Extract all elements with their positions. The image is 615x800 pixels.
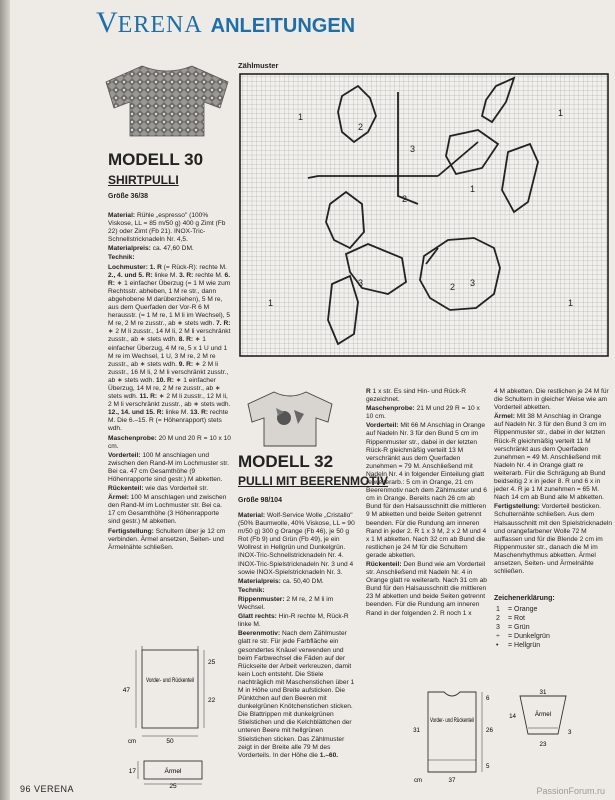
modell30-sleeve-width: 25 [169, 783, 177, 790]
chart-region-number: 1 [470, 184, 476, 194]
modell30-body-upper: 25 [208, 659, 216, 666]
modell32-subtitle: PULLI MIT BEERENMOTIV [238, 474, 388, 488]
legend-symbol: 3 [496, 624, 500, 631]
legend-symbol: • [496, 642, 499, 649]
modell32-body-width: 37 [448, 777, 456, 784]
modell32-col1-paragraph: Glatt rechts: Hin-R rechte M, Rück-R linke M. [238, 613, 349, 629]
modell32-col1-paragraph: Material: Wolf-Service Wolle „Cristallo" (50% Baumwolle, 40% Viskose, LL = 90 m/50 g) 300 g Orange (Fb 46), je 50 g Rot (Fb 9) und Grün (Fb 49), je ein Wollrest in Hellgrün und Dunkelgrün. INOX-Tric-Schnellstricknadeln Nr. 4. INOX-Tric-Spielstricknadeln Nr. 3 und 4 sowie INOX-Spielstricknadeln Nr. 3. [238, 512, 355, 576]
modell32-col2-paragraph: Vorderteil: Mit 66 M Anschlag in Orange auf Nadeln Nr. 3 für den Bund 5 cm im Rippenmuster str., dabei in der letzten Rück-R gleichmäßig verteilt 13 M verschränkt aus dem Querfaden zunehmen = 79 M. Anschließend mit Nadeln Nr. 4 in folgender Einteilung glatt re weiterarb.: 5 cm in Orange, 21 cm Beerenmotiv nach dem Zählmuster und 6 cm in Orange. Bereits nach 26 cm ab Bund für den Halsausschnitt die mittleren 9 M abketten und beide Seiten getrennt beenden. Für die Rundung am inneren Rand in jeder 2. R 1 x 3 M, 2 x 2 M und 4 x 1 M abketten. Nach 32 cm ab Bund die restlichen je 24 M für die Schultern gerade abketten. [366, 422, 487, 559]
legend-row [496, 641, 550, 650]
modell32-sleeve-right: 3 [568, 729, 572, 736]
modell30-paragraph: Materialpreis: ca. 47,60 DM. [108, 245, 194, 253]
legend-row [496, 623, 550, 632]
modell32-instructions-col2 [366, 388, 488, 619]
modell30-paragraph: Technik: [108, 254, 135, 262]
modell30-body-label-1: Vorder- und Rückenteil [146, 677, 195, 684]
modell30-body-schematic [112, 646, 222, 744]
chart-region-number: 3 [358, 278, 364, 288]
legend-row [496, 614, 550, 623]
modell30-paragraph: Material: Rühle „espresso" (100% Viskose, LL = 85 m/50 g) 400 g Zimt (Fb 22) oder Zimt (Fb 21). INOX-Tric-Schnellstricknadeln Nr. 4,5. [108, 212, 226, 244]
modell30-body-lower: 22 [208, 697, 216, 704]
chart-region-number: 3 [470, 278, 476, 288]
chart-region-number: 2 [450, 282, 456, 292]
chart-region-number: 1 [298, 112, 304, 122]
modell30-paragraph: Vorderteil: 100 M anschlagen und zwischen den Rand-M im Lochmuster str. Bei ca. 47 cm Gesamthöhe (9 Höhenrapporte sind gestr.) M abketten. [108, 451, 229, 483]
modell32-body-n1: 6 [486, 695, 490, 702]
chart-region-number: 1 [558, 108, 564, 118]
page-footer [20, 784, 74, 794]
chart-region-number: 2 [402, 194, 408, 204]
modell32-sleeve-bottom: 23 [539, 741, 547, 748]
modell32-title: MODELL 32 [238, 452, 334, 471]
brand-initial: V [96, 6, 118, 39]
counting-chart [238, 72, 610, 358]
shirt-thumbnail [104, 62, 230, 138]
page-number: 96 [20, 784, 32, 794]
legend-text: = Orange [508, 606, 538, 613]
legend-symbol: 1 [496, 606, 500, 613]
modell30-body-width: 50 [166, 738, 174, 745]
modell32-sleeve-label: Ärmel [534, 711, 552, 718]
page-binding [0, 0, 10, 800]
legend-text: = Rot [508, 615, 525, 622]
modell30-sleeve-height: 17 [128, 768, 136, 775]
modell32-col1-paragraph: Materialpreis: ca. 50,40 DM. [238, 577, 324, 585]
modell30-sleeve-label: Ärmel [164, 768, 182, 775]
modell32-sleeve-top: 31 [539, 689, 547, 696]
modell30-subtitle: SHIRTPULLI [108, 173, 179, 187]
modell32-body-n3: 31 [413, 727, 420, 734]
modell32-col1-paragraph: Beerenmotiv: Nach dem Zählmuster glatt re str. Für jede Farbfläche ein gesondertes Knäuel verwenden und beim Farbwechsel die Fäden auf der Rückseite der Arbeit verkreuzen, damit kein Loch entsteht. Die Stiele nachträglich mit Maschenstichen über 1 M in Höhe und Breite aufsticken. Die Pünktchen auf den Beeren mit dunkelgrünen Knötchenstichen sticken. Die Blattrippen mit dunkelgrünen Stielstichen und die Kelchblättchen der unteren Beere mit hellgrünen Stielstichen sticken. Das Zählmuster zeigt in der Breite alle 79 M des Vorderteils. In der Höhe die 1.–60. [238, 630, 355, 759]
watermark: PassionForum.ru [536, 786, 605, 796]
legend-text: = Dunkelgrün [508, 633, 550, 640]
chart-region-number: 2 [358, 122, 364, 132]
modell30-body-height: 47 [122, 687, 130, 694]
chart-label: Zählmuster [238, 61, 279, 70]
modell32-col3-paragraph: Fertigstellung: Vorderteil besticken. Schulternähte schließen. Aus dem Halsausschnitt mit den Spielstricknadeln und orangefarbener Wolle 72 M auffassen und für die Blende 2 cm im Rippenmuster str., danach die M im Maschenrhythmus abketten. Ärmel ansetzen, Seiten- und Ärmelnähte schließen. [494, 503, 613, 576]
modell32-col2-paragraph: R 1 x str. Es sind Hin- und Rück-R gezeichnet. [366, 388, 467, 404]
legend-text: = Hellgrün [508, 642, 541, 649]
modell30-sleeve-schematic [130, 758, 216, 788]
modell32-col2-paragraph: Rückenteil: Den Bund wie am Vorderteil str. Anschließend mit Nadeln Nr. 4 in Orange glatt re weiterarb. Nach 31 cm ab Bund für den Halsausschnitt die mittleren 23 M abketten und beide Seiten getrennt beenden. Für die Rundung am inneren Rand in der folgenden 2. R noch 1 x [366, 560, 487, 617]
footer-brand: VERENA [34, 784, 75, 794]
modell30-paragraph: Ärmel: 100 M anschlagen und zwischen den Rand-M im Lochmuster str. Bei ca. 17 cm Gesamthöhe (3 Höhenrapporte sind gestr.) M abketten. [108, 494, 227, 526]
modell32-instructions-col1 [238, 512, 358, 761]
modell32-body-label: Vorder- und Rückenteil [430, 717, 474, 724]
legend-row [496, 605, 550, 614]
modell32-body-schematic [410, 688, 496, 784]
modell30-paragraph: Fertigstellung: Schultern über je 12 cm verbinden. Ärmel ansetzen, Seiten- und Ärmelnähte schließen. [108, 527, 226, 551]
legend [496, 605, 550, 650]
legend-title: Zeichenerklärung: [494, 595, 555, 602]
sweater-thumbnail [244, 388, 336, 450]
brand-name: ERENA [117, 12, 203, 38]
chart-region-number: 1 [568, 298, 574, 308]
modell32-body-unit: cm [414, 778, 422, 784]
modell32-instructions-col3 [494, 388, 612, 577]
modell32-body-n2: 26 [486, 727, 493, 734]
modell30-instructions [108, 212, 231, 553]
modell30-paragraph: Maschenprobe: 20 M und 20 R = 10 x 10 cm. [108, 434, 231, 450]
legend-row [496, 632, 550, 641]
section-title: ANLEITUNGEN [210, 15, 356, 37]
modell30-paragraph: Lochmuster: 1. R (= Rück-R): rechte M. 2., 4. und 5. R: linke M. 3. R: rechte M. 6. R: ∗ 1 einfacher Überzug (= 1 M wie zum Rechtsstr. abheben, 1 M re str., dann abgehobene M darüberziehen), 5 M re, aus dem Querfaden der Vor-R 6 M herausstr. (= 1 M re, 1 M li im Wechsel), 5 M re, 2 M re zusstr., ab ∗ stets wdh. 7. R: ∗ 2 M li zusstr., 14 M li, 2 M li verschränkt zusstr., ab ∗ stets wdh. 8. R: ∗ 1 einfacher Überzug, 4 M re, 5 x 1 U und 1 M re im Wechsel, 1 U, 3 M re, 2 M re zusstr., ab ∗ stets wdh. 9. R: ∗ 2 M li zusstr., 16 M li, 2 M li verschränkt zusstr., ab ∗ stets wdh. 10. R: ∗ 1 einfacher Überzug, 14 M re, 2 M re zusstr., ab ∗ stets wdh. 11. R: ∗ 2 M li zusstr., 12 M li, 2 M li verschränkt zusstr., ab ∗ stets wdh. 12., 14. und 15. R: linke M. 13. R: rechte M. Die 6.–15. R (= Höhenrapport) stets wdh. [108, 263, 231, 433]
modell32-col3-paragraph: 4 M abketten. Die restlichen je 24 M für die Schultern in gleicher Weise wie am Vorderteil abketten. [494, 388, 609, 412]
modell30-title: MODELL 30 [108, 150, 204, 169]
modell30-size: Größe 36/38 [108, 193, 149, 200]
chart-region-number: 3 [410, 144, 416, 154]
page-header [96, 6, 355, 40]
modell32-col1-paragraph: Rippenmuster: 2 M re, 2 M li im Wechsel. [238, 595, 334, 612]
modell32-sleeve-left: 14 [509, 713, 516, 720]
modell30-body-unit: cm [128, 739, 136, 745]
modell32-sleeve-schematic [506, 690, 580, 752]
modell30-paragraph: Rückenteil: wie das Vorderteil str. [108, 485, 209, 493]
modell32-size: Größe 98/104 [238, 497, 282, 504]
legend-symbol: 2 [496, 615, 500, 622]
modell32-col3-paragraph: Ärmel: Mit 38 M Anschlag in Orange auf Nadeln Nr. 3 für den Bund 3 cm im Rippenmuster str., dabei in der letzten Rück-R gleichmäßig verteilt 11 M verschränkt aus dem Querfaden zunehmen = 49 M. Anschließend mit Nadeln Nr. 4 in Orange glatt re weiterarb. Für die Schrägung ab Bund beidseitig 2 x in jeder 8. R und 6 x in jeder 4. R je 1 M zunehmen = 65 M. Nach 14 cm ab Bund alle M abketten. [494, 413, 607, 502]
legend-symbol: ÷ [496, 633, 500, 640]
modell32-col2-paragraph: Maschenprobe: 21 M und 29 R = 10 x 10 cm. [366, 405, 480, 421]
modell32-col1-paragraph: Technik: [238, 586, 265, 594]
chart-region-number: 1 [268, 298, 274, 308]
modell32-body-n4: 5 [486, 763, 490, 770]
legend-text: = Grün [508, 624, 530, 631]
